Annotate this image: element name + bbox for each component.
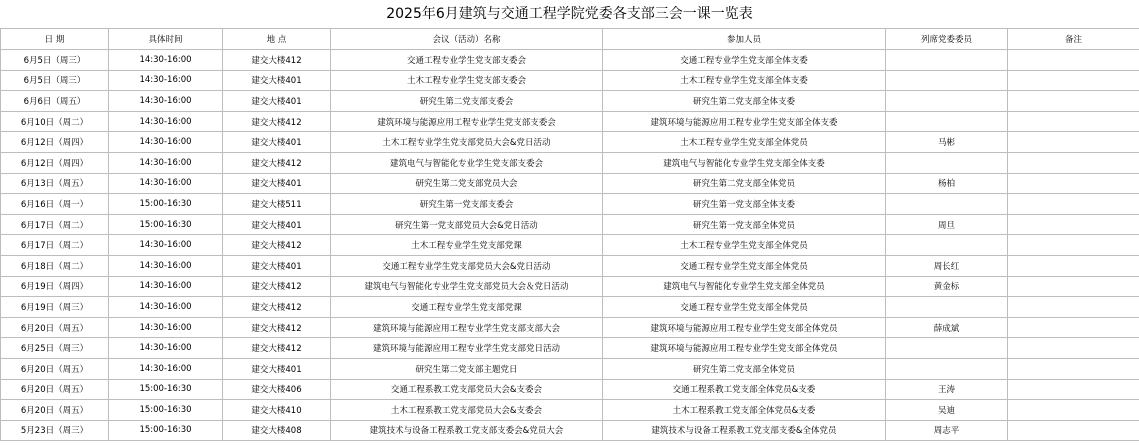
cell-meeting-name[interactable]: 研究生第二党支部党员大会 [331,173,603,194]
cell-remarks[interactable] [1008,358,1139,379]
cell-remarks[interactable] [1008,297,1139,318]
cell-remarks[interactable] [1008,173,1139,194]
cell-remarks[interactable] [1008,317,1139,338]
header-row [1,29,1139,50]
cell-remarks[interactable] [1008,70,1139,91]
cell-location[interactable]: 建交大楼412 [223,152,331,173]
cell-committee-member[interactable]: 黄金标 [886,276,1008,297]
cell-date[interactable]: 5月23日（周三） [1,420,109,441]
cell-time[interactable]: 15:00-16:30 [109,420,223,441]
table-row [1,317,1139,338]
cell-location[interactable]: 建交大楼406 [223,379,331,400]
cell-date[interactable]: 6月12日（周四） [1,132,109,153]
cell-time[interactable]: 15:00-16:30 [109,400,223,421]
cell-meeting-name[interactable]: 交通工程专业学生党支部支委会 [331,50,603,71]
cell-remarks[interactable] [1008,400,1139,421]
cell-date[interactable]: 6月20日（周五） [1,358,109,379]
cell-participants[interactable]: 研究生第一党支部全体党员 [603,214,886,235]
cell-meeting-name[interactable]: 土木工程专业学生党支部党员大会&党日活动 [331,132,603,153]
cell-date[interactable]: 6月19日（周三） [1,297,109,318]
cell-date[interactable]: 6月6日（周五） [1,91,109,112]
cell-date[interactable]: 6月5日（周三） [1,70,109,91]
header-participants[interactable]: 参加人员 [603,29,886,50]
cell-location[interactable]: 建交大楼401 [223,358,331,379]
table-row [1,297,1139,318]
cell-committee-member[interactable] [886,194,1008,215]
cell-committee-member[interactable]: 薛成斌 [886,317,1008,338]
cell-location[interactable]: 建交大楼412 [223,317,331,338]
cell-location[interactable]: 建交大楼412 [223,276,331,297]
cell-date[interactable]: 6月16日（周一） [1,194,109,215]
cell-committee-member[interactable]: 吴迪 [886,400,1008,421]
cell-participants[interactable]: 研究生第二党支部全体党员 [603,173,886,194]
cell-meeting-name[interactable]: 研究生第一党支部支委会 [331,194,603,215]
cell-participants[interactable]: 交通工程专业学生党支部全体党员 [603,297,886,318]
cell-meeting-name[interactable]: 建筑技术与设备工程系教工党支部支委会&党员大会 [331,420,603,441]
cell-remarks[interactable] [1008,152,1139,173]
page-title: 2025年6月建筑与交通工程学院党委各支部三会一课一览表 [386,6,753,22]
cell-meeting-name[interactable]: 交通工程专业学生党支部党员大会&党日活动 [331,255,603,276]
cell-participants[interactable]: 建筑环境与能源应用工程专业学生党支部全体党员 [603,338,886,359]
table-row [1,276,1139,297]
cell-participants[interactable]: 土木工程专业学生党支部全体党员 [603,235,886,256]
cell-remarks[interactable] [1008,276,1139,297]
cell-location[interactable]: 建交大楼401 [223,173,331,194]
cell-location[interactable]: 建交大楼511 [223,194,331,215]
cell-date[interactable]: 6月19日（周四） [1,276,109,297]
cell-location[interactable]: 建交大楼412 [223,297,331,318]
cell-date[interactable]: 6月5日（周三） [1,50,109,71]
cell-committee-member[interactable] [886,50,1008,71]
cell-date[interactable]: 6月20日（周五） [1,400,109,421]
cell-location[interactable]: 建交大楼401 [223,255,331,276]
cell-meeting-name[interactable]: 研究生第一党支部党员大会&党日活动 [331,214,603,235]
cell-time[interactable]: 14:30-16:00 [109,317,223,338]
cell-time[interactable]: 15:00-16:30 [109,194,223,215]
cell-time[interactable]: 14:30-16:00 [109,132,223,153]
schedule-table [0,28,1139,441]
cell-remarks[interactable] [1008,91,1139,112]
cell-date[interactable]: 6月25日（周三） [1,338,109,359]
header-location[interactable]: 地 点 [223,29,331,50]
cell-remarks[interactable] [1008,214,1139,235]
cell-meeting-name[interactable]: 建筑环境与能源应用工程专业学生党支部党日活动 [331,338,603,359]
cell-participants[interactable]: 建筑环境与能源应用工程专业学生党支部全体支委 [603,111,886,132]
cell-location[interactable]: 建交大楼412 [223,50,331,71]
cell-committee-member[interactable]: 周长红 [886,255,1008,276]
table-row [1,338,1139,359]
cell-participants[interactable]: 研究生第一党支部全体支委 [603,194,886,215]
cell-time[interactable]: 14:30-16:00 [109,297,223,318]
cell-time[interactable]: 14:30-16:00 [109,358,223,379]
cell-time[interactable]: 14:30-16:00 [109,235,223,256]
table-row [1,194,1139,215]
table-row [1,111,1139,132]
cell-time[interactable]: 15:00-16:30 [109,214,223,235]
cell-date[interactable]: 6月17日（周二） [1,235,109,256]
cell-participants[interactable]: 土木工程专业学生党支部全体支委 [603,70,886,91]
cell-time[interactable]: 14:30-16:00 [109,276,223,297]
table-row [1,255,1139,276]
cell-location[interactable]: 建交大楼412 [223,235,331,256]
cell-date[interactable]: 6月20日（周五） [1,317,109,338]
cell-committee-member[interactable]: 周旦 [886,214,1008,235]
table-row [1,358,1139,379]
cell-time[interactable]: 14:30-16:00 [109,111,223,132]
cell-committee-member[interactable] [886,297,1008,318]
cell-remarks[interactable] [1008,194,1139,215]
cell-meeting-name[interactable]: 建筑环境与能源应用工程专业学生党支部支部大会 [331,317,603,338]
cell-meeting-name[interactable]: 交通工程系教工党支部党员大会&支委会 [331,379,603,400]
cell-meeting-name[interactable]: 土木工程专业学生党支部支委会 [331,70,603,91]
cell-participants[interactable]: 建筑技术与设备工程系教工党支部支委&全体党员 [603,420,886,441]
table-row [1,379,1139,400]
table-row [1,420,1139,441]
cell-participants[interactable]: 土木工程专业学生党支部全体党员 [603,132,886,153]
cell-time[interactable]: 14:30-16:00 [109,70,223,91]
cell-location[interactable]: 建交大楼401 [223,214,331,235]
cell-remarks[interactable] [1008,420,1139,441]
cell-date[interactable]: 6月12日（周四） [1,152,109,173]
cell-time[interactable]: 14:30-16:00 [109,255,223,276]
cell-participants[interactable]: 建筑电气与智能化专业学生党支部全体党员 [603,276,886,297]
cell-meeting-name[interactable]: 土木工程系教工党支部党员大会&支委会 [331,400,603,421]
cell-meeting-name[interactable]: 建筑电气与智能化专业学生党支部支委会 [331,152,603,173]
cell-time[interactable]: 14:30-16:00 [109,152,223,173]
cell-time[interactable]: 14:30-16:00 [109,338,223,359]
cell-location[interactable]: 建交大楼401 [223,132,331,153]
cell-date[interactable]: 6月10日（周二） [1,111,109,132]
cell-participants[interactable]: 交通工程专业学生党支部全体党员 [603,255,886,276]
cell-location[interactable]: 建交大楼412 [223,111,331,132]
header-time[interactable]: 具体时间 [109,29,223,50]
table-row [1,50,1139,71]
cell-location[interactable]: 建交大楼401 [223,91,331,112]
cell-location[interactable]: 建交大楼408 [223,420,331,441]
cell-participants[interactable]: 研究生第二党支部全体党员 [603,358,886,379]
cell-date[interactable]: 6月17日（周二） [1,214,109,235]
cell-committee-member[interactable]: 马彬 [886,132,1008,153]
cell-date[interactable]: 6月13日（周五） [1,173,109,194]
table-row [1,173,1139,194]
cell-committee-member[interactable]: 周志平 [886,420,1008,441]
cell-meeting-name[interactable]: 建筑环境与能源应用工程专业学生党支部支委会 [331,111,603,132]
cell-meeting-name[interactable]: 交通工程专业学生党支部党课 [331,297,603,318]
cell-committee-member[interactable] [886,91,1008,112]
cell-meeting-name[interactable]: 研究生第二党支部支委会 [331,91,603,112]
cell-time[interactable]: 14:30-16:00 [109,91,223,112]
cell-time[interactable]: 14:30-16:00 [109,173,223,194]
cell-participants[interactable]: 建筑电气与智能化专业学生党支部全体支委 [603,152,886,173]
table-row [1,400,1139,421]
table-row [1,91,1139,112]
cell-committee-member[interactable] [886,152,1008,173]
cell-committee-member[interactable]: 王涛 [886,379,1008,400]
table-row [1,132,1139,153]
cell-committee-member[interactable] [886,235,1008,256]
cell-participants[interactable]: 建筑环境与能源应用工程专业学生党支部全体党员 [603,317,886,338]
cell-remarks[interactable] [1008,379,1139,400]
cell-remarks[interactable] [1008,111,1139,132]
header-remarks[interactable]: 备注 [1008,29,1139,50]
cell-meeting-name[interactable]: 研究生第二党支部主题党日 [331,358,603,379]
cell-committee-member[interactable] [886,70,1008,91]
cell-date[interactable]: 6月20日（周五） [1,379,109,400]
header-committee-member[interactable]: 列席党委委员 [886,29,1008,50]
cell-committee-member[interactable] [886,338,1008,359]
cell-participants[interactable]: 交通工程系教工党支部全体党员&支委 [603,379,886,400]
cell-participants[interactable]: 土木工程系教工党支部全体党员&支委 [603,400,886,421]
cell-remarks[interactable] [1008,255,1139,276]
table-row [1,214,1139,235]
cell-location[interactable]: 建交大楼412 [223,338,331,359]
cell-remarks[interactable] [1008,235,1139,256]
cell-remarks[interactable] [1008,338,1139,359]
cell-time[interactable]: 14:30-16:00 [109,50,223,71]
header-date[interactable]: 日 期 [1,29,109,50]
cell-time[interactable]: 15:00-16:30 [109,379,223,400]
cell-participants[interactable]: 研究生第二党支部全体支委 [603,91,886,112]
cell-participants[interactable]: 交通工程专业学生党支部全体支委 [603,50,886,71]
cell-meeting-name[interactable]: 建筑电气与智能化专业学生党支部党员大会＆党日活动 [331,276,603,297]
cell-location[interactable]: 建交大楼410 [223,400,331,421]
table-row [1,235,1139,256]
cell-meeting-name[interactable]: 土木工程专业学生党支部党课 [331,235,603,256]
cell-committee-member[interactable] [886,111,1008,132]
cell-committee-member[interactable]: 杨柏 [886,173,1008,194]
cell-date[interactable]: 6月18日（周二） [1,255,109,276]
header-meeting-name[interactable]: 会议（活动）名称 [331,29,603,50]
table-row [1,152,1139,173]
cell-remarks[interactable] [1008,50,1139,71]
cell-location[interactable]: 建交大楼401 [223,70,331,91]
table-row [1,70,1139,91]
cell-remarks[interactable] [1008,132,1139,153]
cell-committee-member[interactable] [886,358,1008,379]
